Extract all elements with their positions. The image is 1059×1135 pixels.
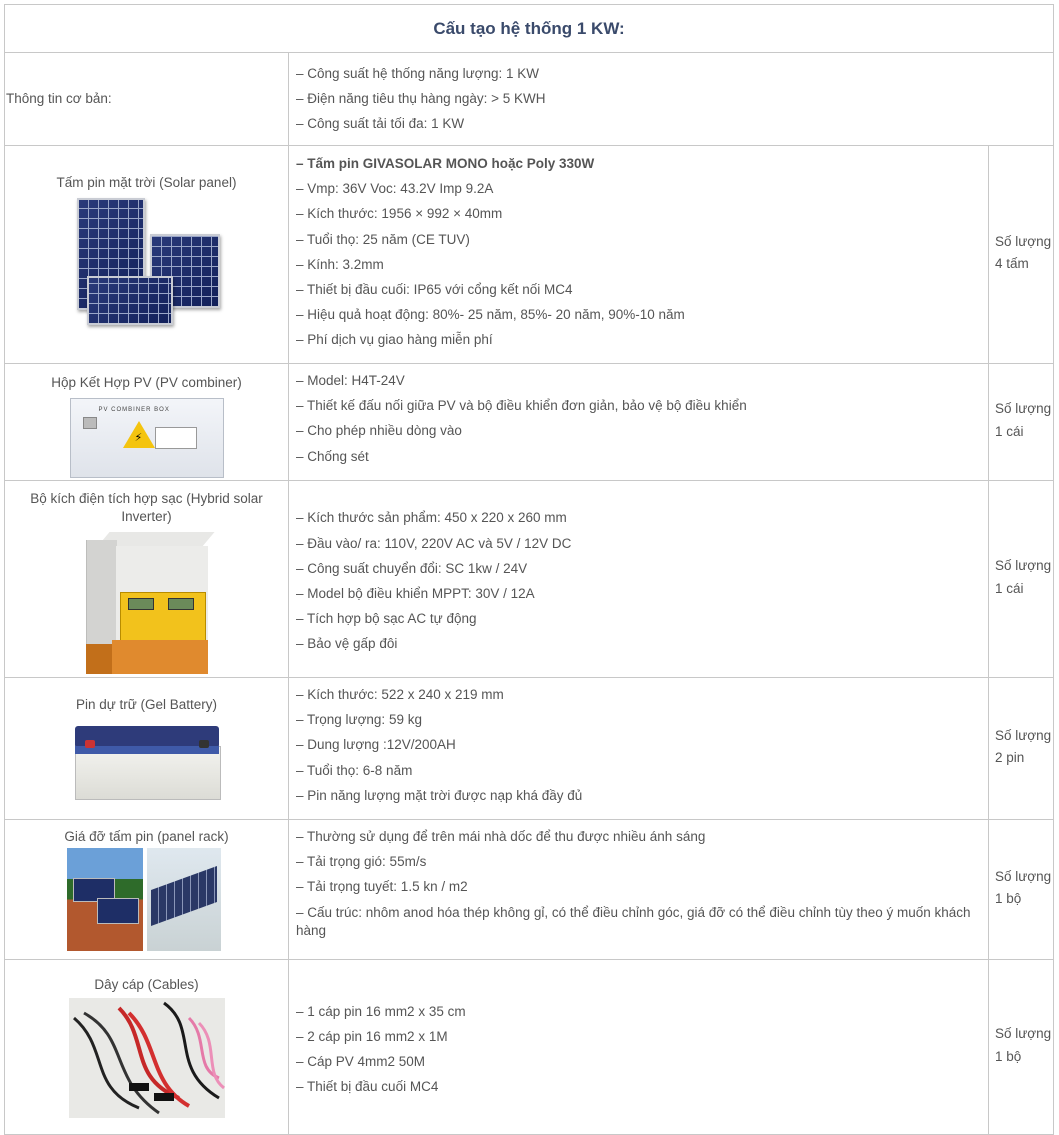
spec-line: – Tích hợp bộ sạc AC tự động xyxy=(296,611,477,627)
inverter-qty-cell xyxy=(989,481,1054,678)
spec-line: – Cáp PV 4mm2 50M xyxy=(296,1054,426,1069)
item-label: Hộp Kết Hợp PV (PV combiner) xyxy=(51,375,242,390)
cables-label-cell xyxy=(5,960,289,1135)
pv-combiner-spec-cell xyxy=(289,364,989,481)
panel-rack-label-cell xyxy=(5,820,289,960)
roof-panel-shape xyxy=(97,898,139,924)
battery-terminal-positive xyxy=(85,740,95,748)
item-label: Bộ kích điện tích hợp sạc (Hybrid solar Inverter) xyxy=(30,491,263,524)
combiner-plate xyxy=(155,427,197,449)
ground-panel-shape xyxy=(151,866,217,926)
ground-rack-photo xyxy=(147,848,221,951)
spec-line: – Công suất tải tối đa: 1 KW xyxy=(296,116,465,132)
qty-value: 4 tấm xyxy=(995,256,1029,272)
spec-line: – Cho phép nhiều dòng vào xyxy=(296,423,462,439)
item-label: Giá đỡ tấm pin (panel rack) xyxy=(64,829,229,844)
spec-line: – Thiết kế đấu nối giữa PV và bộ điều khiển đơn giản, bảo vệ bộ điều khiển xyxy=(296,398,747,414)
qty-label: Số lượng xyxy=(995,868,1052,884)
battery-label-cell xyxy=(5,678,289,820)
solar-panel-spec-cell xyxy=(289,146,989,364)
pv-combiner-label-cell xyxy=(5,364,289,481)
pv-combiner-image xyxy=(70,398,224,478)
spec-line: – 2 cáp pin 16 mm2 x 1M xyxy=(296,1028,448,1044)
battery-row xyxy=(5,678,1054,820)
item-label: Tấm pin mặt trời (Solar panel) xyxy=(56,175,237,190)
panel-rack-image xyxy=(67,848,227,953)
spec-line: – Bảo vệ gấp đôi xyxy=(296,636,398,652)
basic-info-label: Thông tin cơ bản: xyxy=(6,91,112,106)
roof-rack-photo xyxy=(67,848,143,951)
spec-line: – Trọng lượng: 59 kg xyxy=(296,712,422,728)
combiner-knob xyxy=(83,417,97,429)
spec-line: – Tuổi thọ: 25 năm (CE TUV) xyxy=(296,231,470,247)
spec-line: – Tải trọng gió: 55m/s xyxy=(296,854,427,870)
spec-line: – Kích thước: 522 x 240 x 219 mm xyxy=(296,687,504,702)
solar-panel-label-cell xyxy=(5,146,289,364)
battery-qty-cell xyxy=(989,678,1054,820)
qty-value: 1 bộ xyxy=(995,891,1022,907)
qty-label: Số lượng xyxy=(995,233,1052,249)
basic-info-label-cell xyxy=(5,53,289,146)
spec-line: – Thường sử dụng để trên mái nhà dốc để thu được nhiều ánh sáng xyxy=(296,829,706,844)
spec-line: – Công suất hệ thống năng lượng: 1 KW xyxy=(296,65,540,81)
item-label: Dây cáp (Cables) xyxy=(94,977,199,992)
pv-combiner-row xyxy=(5,364,1054,481)
spec-line: – Tuổi thọ: 6-8 năm xyxy=(296,762,413,778)
inverter-base xyxy=(112,640,208,674)
panel-rack-row xyxy=(5,820,1054,960)
inverter-spec-cell xyxy=(289,481,989,678)
spec-line: – Vmp: 36V Voc: 43.2V Imp 9.2A xyxy=(296,181,494,197)
cables-drawing xyxy=(69,998,225,1118)
spec-line: – Phí dịch vụ giao hàng miễn phí xyxy=(296,332,493,348)
inverter-image xyxy=(84,532,209,677)
cables-image xyxy=(69,998,225,1118)
spec-line: – Kích thước sản phẩm: 450 x 220 x 260 mm xyxy=(296,510,567,526)
lightning-icon: ⚡ xyxy=(134,432,143,444)
qty-label: Số lượng xyxy=(995,401,1052,417)
basic-info-spec-cell xyxy=(289,53,1054,146)
system-table-wrapper xyxy=(4,4,1053,1135)
inverter-screen xyxy=(128,598,154,610)
panel-rack-qty-cell xyxy=(989,820,1054,960)
spec-line: – Chống sét xyxy=(296,448,369,464)
spec-line: – Pin năng lượng mặt trời được nạp khá đầy đủ xyxy=(296,787,583,803)
battery-terminal-negative xyxy=(199,740,209,748)
solar-panel-qty-cell xyxy=(989,146,1054,364)
spec-line: – Cấu trúc: nhôm anod hóa thép không gỉ, có thể điều chỉnh góc, giá đỡ có thể điều chỉnh tùy theo ý muốn khách hàng xyxy=(296,904,971,938)
solar-panel-row xyxy=(5,146,1054,364)
spec-line: – Công suất chuyển đổi: SC 1kw / 24V xyxy=(296,560,528,576)
spec-line: – Đầu vào/ ra: 110V, 220V AC và 5V / 12V DC xyxy=(296,535,572,551)
solar-panel-shape xyxy=(87,276,173,325)
spec-line: – Thiết bị đầu cuối MC4 xyxy=(296,1079,439,1095)
spec-line: – Điện năng tiêu thụ hàng ngày: > 5 KWH xyxy=(296,90,546,106)
spec-line: – Model: H4T-24V xyxy=(296,373,405,388)
cables-row xyxy=(5,960,1054,1135)
solar-panel-image xyxy=(72,198,222,323)
inverter-label-cell xyxy=(5,481,289,678)
battery-top xyxy=(75,726,219,748)
battery-stripe xyxy=(75,746,219,754)
system-spec-table xyxy=(4,4,1054,1135)
spec-line: – Model bộ điều khiển MPPT: 30V / 12A xyxy=(296,586,535,601)
qty-label: Số lượng xyxy=(995,558,1052,574)
spec-line: – Hiệu quả hoạt động: 80%- 25 năm, 85%- 20 năm, 90%-10 năm xyxy=(296,307,685,323)
spec-line: – Tấm pin GIVASOLAR MONO hoặc Poly 330W xyxy=(296,156,595,171)
qty-label: Số lượng xyxy=(995,1026,1052,1042)
inverter-row xyxy=(5,481,1054,678)
table-title: Cấu tạo hệ thống 1 KW: xyxy=(433,18,625,38)
cables-spec-cell xyxy=(289,960,989,1135)
qty-value: 2 pin xyxy=(995,750,1025,766)
spec-line: – Dung lượng :12V/200AH xyxy=(296,737,456,753)
cables-qty-cell xyxy=(989,960,1054,1135)
spec-line: – Tải trọng tuyết: 1.5 kn / m2 xyxy=(296,879,468,895)
qty-value: 1 cái xyxy=(995,580,1024,596)
pv-combiner-image-text: PV COMBINER BOX xyxy=(98,407,170,413)
inverter-screen xyxy=(168,598,194,610)
item-label: Pin dự trữ (Gel Battery) xyxy=(75,697,218,712)
battery-image xyxy=(73,720,221,800)
qty-value: 1 bộ xyxy=(995,1048,1022,1064)
spec-line: – Kích thước: 1956 × 992 × 40mm xyxy=(296,206,503,222)
qty-value: 1 cái xyxy=(995,423,1024,439)
basic-info-row xyxy=(5,53,1054,146)
spec-line: – Kính: 3.2mm xyxy=(296,256,384,272)
panel-rack-spec-cell xyxy=(289,820,989,960)
title-cell xyxy=(5,5,1054,53)
spec-line: – Thiết bị đầu cuối: IP65 với cổng kết nối MC4 xyxy=(296,282,573,298)
spec-line: – 1 cáp pin 16 mm2 x 35 cm xyxy=(296,1003,466,1019)
battery-spec-cell xyxy=(289,678,989,820)
pv-combiner-qty-cell xyxy=(989,364,1054,481)
title-row xyxy=(5,5,1054,53)
battery-body xyxy=(75,746,221,800)
qty-label: Số lượng xyxy=(995,727,1052,743)
